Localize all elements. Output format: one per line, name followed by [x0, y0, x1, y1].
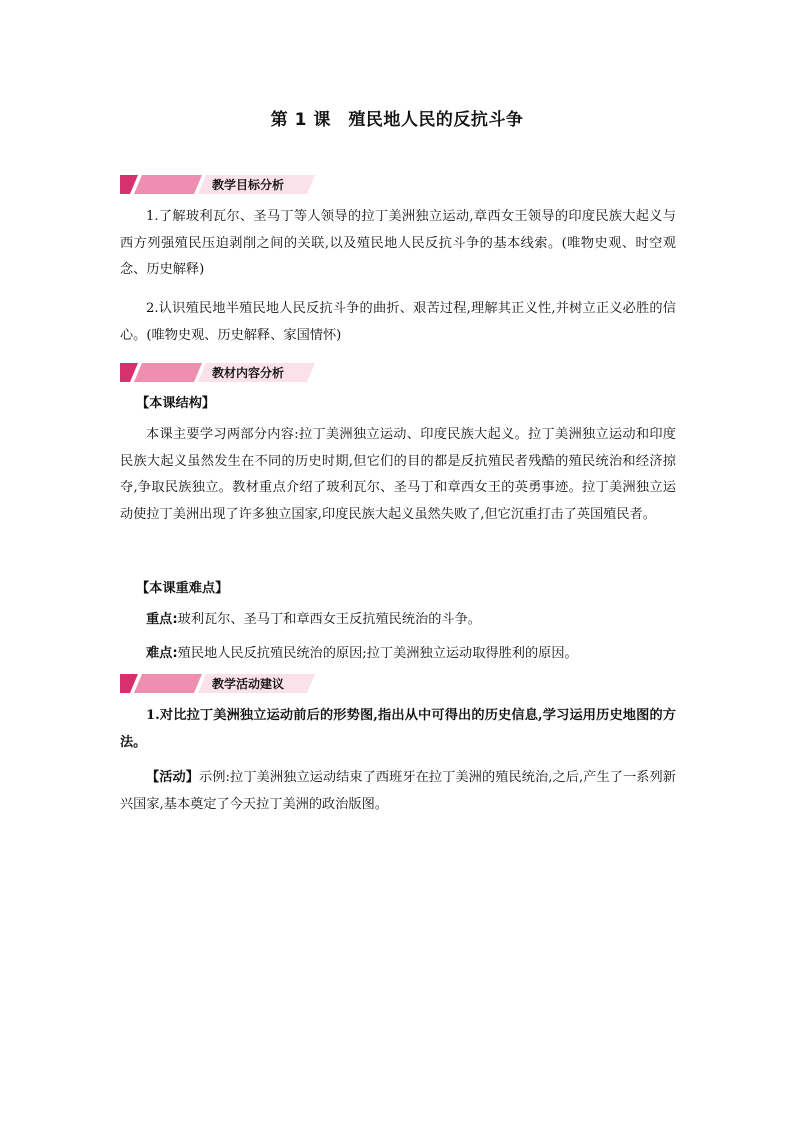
difficult-point-label: 难点: [146, 646, 178, 661]
section-banner-content [120, 363, 320, 382]
section-banner-activities [120, 674, 320, 693]
structure-label: 【本课结构】 [136, 396, 216, 411]
activity-paragraph [120, 765, 676, 818]
section-heading: 教学活动建议 [212, 677, 285, 691]
objective-paragraph-2: 2.认识殖民地半殖民地人民反抗斗争的曲折、艰苦过程,理解其正义性,并树立正义必胜的信心。(唯物史观、历史解释、家国情怀) [120, 301, 676, 343]
difficult-point-line [146, 641, 676, 668]
structure-paragraph: 本课主要学习两部分内容:拉丁美洲独立运动、印度民族大起义。拉丁美洲独立运动和印度民族大起义虽然发生在不同的历史时期,但它们的目的都是反抗殖民者残酷的殖民统治和经济掠夺,争取民族独立。教材重点介绍了玻利瓦尔、圣马丁和章西女王的英勇事迹。拉丁美洲独立运动使拉丁美洲出现了许多独立国家,印度民族大起义虽然失败了,但它沉重打击了英国殖民者。 [120, 427, 676, 522]
key-point-line [146, 607, 676, 634]
activity-label: 【活动】 [146, 770, 200, 785]
key-point-text: 玻利瓦尔、圣马丁和章西女王反抗殖民统治的斗争。 [177, 612, 481, 627]
section-banner-objectives [120, 175, 320, 194]
section-heading: 教材内容分析 [212, 366, 285, 380]
activity-text: 示例:拉丁美洲独立运动结束了西班牙在拉丁美洲的殖民统治,之后,产生了一系列新兴国家,基本奠定了今天拉丁美洲的政治版图。 [120, 770, 676, 812]
key-point-label: 重点: [146, 612, 178, 627]
lesson-title: 第 1 课 殖民地人民的反抗斗争 [270, 110, 524, 130]
difficult-point-text: 殖民地人民反抗殖民统治的原因;拉丁美洲独立运动取得胜利的原因。 [177, 646, 578, 661]
activity-title: 1.对比拉丁美洲独立运动前后的形势图,指出从中可得出的历史信息,学习运用历史地图的方法。 [120, 708, 676, 750]
section-heading: 教学目标分析 [212, 178, 285, 192]
objective-paragraph-1: 1.了解玻利瓦尔、圣马丁等人领导的拉丁美洲独立运动,章西女王领导的印度民族大起义与西方列强殖民压迫剥削之间的关联,以及殖民地人民反抗斗争的基本线索。(唯物史观、时空观念、历史解释) [120, 209, 676, 277]
key-difficulty-label: 【本课重难点】 [136, 581, 229, 596]
